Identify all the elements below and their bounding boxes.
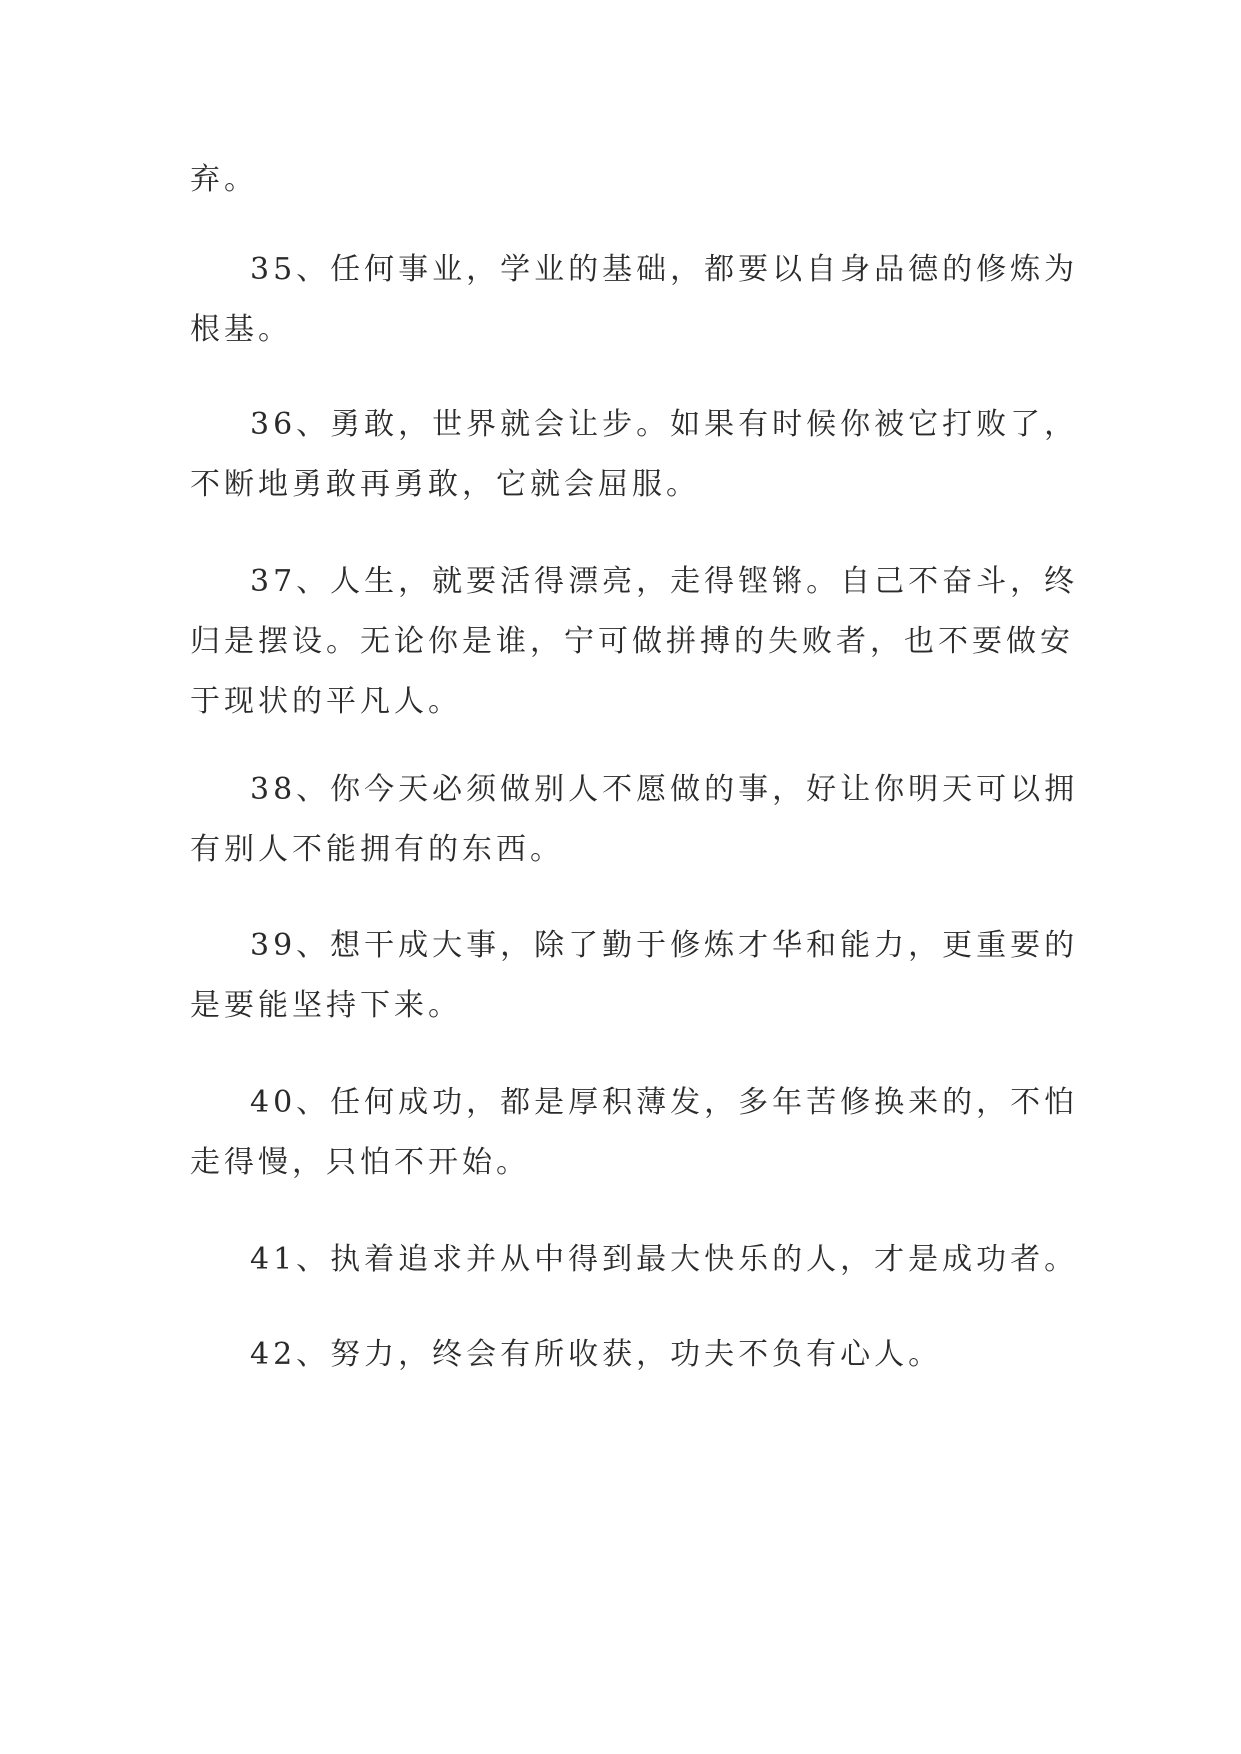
paragraph-line: 39、想干成大事，除了勤于修炼才华和能力，更重要的	[250, 928, 1079, 963]
paragraph-line: 42、努力，终会有所收获，功夫不负有心人。	[250, 1337, 943, 1372]
paragraph-42	[190, 1325, 1060, 1385]
paragraph-35	[190, 240, 1079, 360]
paragraph-39	[190, 916, 1079, 1036]
paragraph-line: 根基。	[190, 312, 292, 347]
paragraph-continuation	[190, 150, 1060, 210]
paragraph-line: 是要能坚持下来。	[190, 988, 462, 1023]
paragraph-line: 有别人不能拥有的东西。	[190, 832, 564, 867]
paragraph-line: 38、你今天必须做别人不愿做的事，好让你明天可以拥	[250, 772, 1079, 807]
paragraph-line: 弃。	[190, 162, 258, 197]
paragraph-36	[190, 395, 1079, 515]
paragraph-41	[190, 1230, 1079, 1290]
paragraph-line: 35、任何事业，学业的基础，都要以自身品德的修炼为	[250, 252, 1079, 287]
paragraph-line: 走得慢，只怕不开始。	[190, 1145, 530, 1180]
paragraph-37	[190, 552, 1079, 732]
paragraph-line: 41、执着追求并从中得到最大快乐的人，才是成功者。	[250, 1242, 1079, 1277]
paragraph-line: 不断地勇敢再勇敢，它就会屈服。	[190, 467, 700, 502]
paragraph-line: 归是摆设。无论你是谁，宁可做拼搏的失败者，也不要做安	[190, 624, 1074, 659]
paragraph-38	[190, 760, 1079, 880]
paragraph-40	[190, 1073, 1079, 1193]
paragraph-line: 36、勇敢，世界就会让步。如果有时候你被它打败了，	[250, 407, 1079, 442]
paragraph-line: 于现状的平凡人。	[190, 684, 462, 719]
paragraph-line: 40、任何成功，都是厚积薄发，多年苦修换来的，不怕	[250, 1085, 1079, 1120]
paragraph-line: 37、人生，就要活得漂亮，走得铿锵。自己不奋斗，终	[250, 564, 1079, 599]
